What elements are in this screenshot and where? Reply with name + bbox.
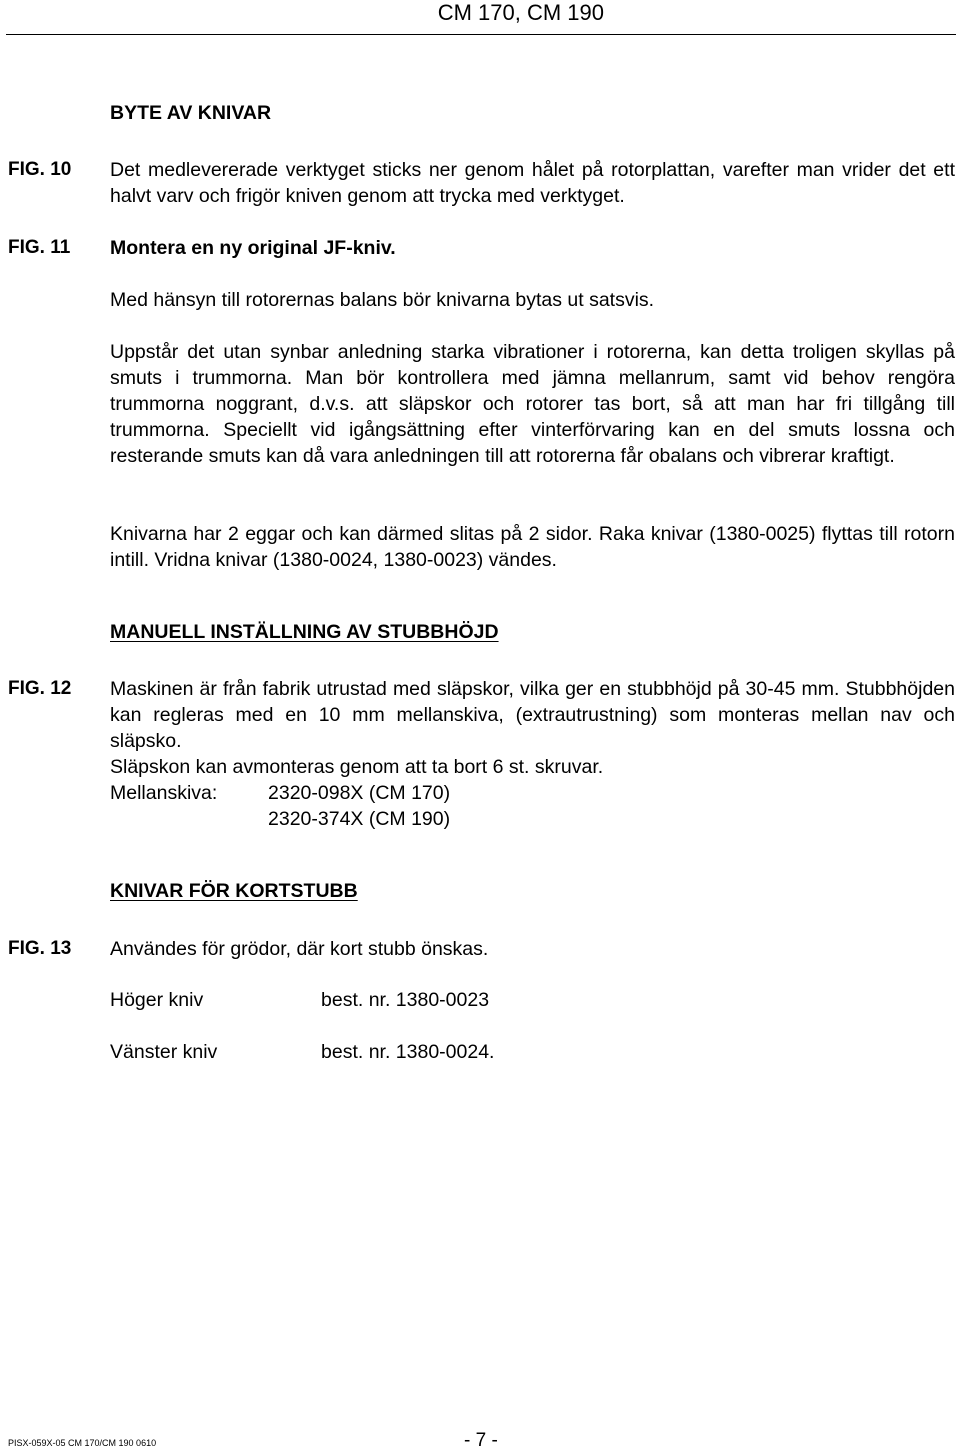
right-knife-value: best. nr. 1380-0023 xyxy=(321,989,490,1011)
fig-13-text: Användes för grödor, där kort stubb önskas. xyxy=(110,938,489,960)
vibration-paragraph: Uppstår det utan synbar anledning starka vibrationer i rotorerna, kan detta troligen skyllas på smuts i trummorna. Man bör kontrollera med jämna mellanrum, samt vid behov rengöra trummorna noggrant, d.v.s. att släpskor och rotorer tas bort, så att man har fri tillgång till trummorna. Speciellt vid igångsättning efter vinterförvaring kan en del smuts lossna och resterande smuts kan då vara anledningen till att rotorerna får obalans och vibrerar kraftigt. xyxy=(110,341,955,467)
footer-document-code: PISX-059X-05 CM 170/CM 190 0610 xyxy=(8,1438,157,1448)
mellanskiva-label: Mellanskiva: xyxy=(110,782,218,804)
fig-13-label: FIG. 13 xyxy=(8,938,72,959)
left-knife-value: best. nr. 1380-0024. xyxy=(321,1041,495,1063)
fig-10-text: Det medlevererade verktyget sticks ner genom hålet på rotorplattan, varefter man vrider det ett halvt varv och frigör kniven genom att trycka med verktyget. xyxy=(110,159,955,207)
knife-edges-paragraph: Knivarna har 2 eggar och kan därmed slitas på 2 sidor. Raka knivar (1380-0025) flyttas till rotorn intill. Vridna knivar (1380-0024, 1380-0023) vändes. xyxy=(110,523,955,571)
slapsko-removal-line: Släpskon kan avmonteras genom att ta bort 6 st. skruvar. xyxy=(110,756,604,778)
left-knife-label: Vänster kniv xyxy=(110,1041,218,1063)
section-heading-knivar: KNIVAR FÖR KORTSTUBB xyxy=(110,880,358,902)
fig-12-label: FIG. 12 xyxy=(8,678,72,699)
fig-11-text: Montera en ny original JF-kniv. xyxy=(110,237,396,259)
page-number: - 7 - xyxy=(464,1430,498,1451)
fig-11-label: FIG. 11 xyxy=(8,237,71,258)
mellanskiva-value-cm190: 2320-374X (CM 190) xyxy=(268,808,451,830)
section-heading-byte: BYTE AV KNIVAR xyxy=(110,102,272,124)
header-rule xyxy=(6,34,956,35)
mellanskiva-value-cm170: 2320-098X (CM 170) xyxy=(268,782,451,804)
balance-paragraph: Med hänsyn till rotorernas balans bör knivarna bytas ut satsvis. xyxy=(110,289,655,311)
fig-10-label: FIG. 10 xyxy=(8,159,72,180)
right-knife-label: Höger kniv xyxy=(110,989,204,1011)
section-heading-manuell: MANUELL INSTÄLLNING AV STUBBHÖJD xyxy=(110,621,499,643)
fig-12-text: Maskinen är från fabrik utrustad med släpskor, vilka ger en stubbhöjd på 30-45 mm. Stubbhöjden kan regleras med en 10 mm mellanskiva, (extrautrustning) som monteras mellan nav och släpsko. xyxy=(110,678,955,752)
page-header-title: CM 170, CM 190 xyxy=(437,0,604,25)
